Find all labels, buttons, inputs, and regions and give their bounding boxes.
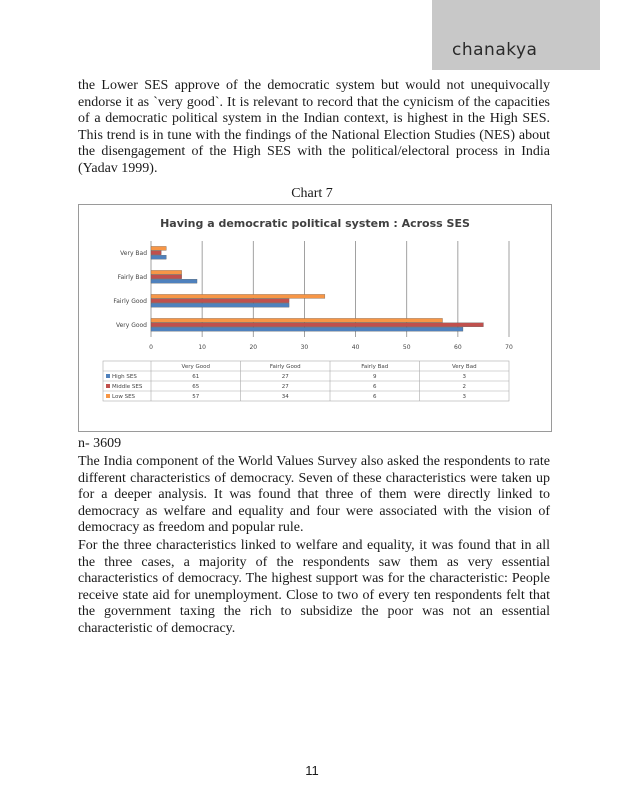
table-value-cell: 27	[281, 384, 289, 390]
legend-swatch	[106, 374, 110, 378]
legend-series-name: High SES	[112, 374, 137, 380]
bar	[151, 275, 182, 279]
bar	[151, 323, 483, 327]
bar	[151, 251, 161, 255]
paragraph-2: The India component of the World Values Survey also asked the respondents to rate different characteristics of democracy. Seven of these characteristics were taken up for a deeper analysis. It was found that three of them were directly linked to democracy as welfare and equality and four were associated with the vision of democracy as freedom and popular rule.	[78, 454, 550, 536]
paragraph-3: For the three characteristics linked to welfare and equality, it was found that in all the three cases, a majority of the respondents saw them as very essential characteristics of democracy. The highest support was for the characteristic: People receive state aid for unemployment. Close to two of every ten respondents felt that the government taxing the rich to subsidize the poor was not an essential characteristic of democracy.	[78, 538, 550, 636]
x-tick-label: 50	[402, 344, 411, 351]
y-category-label: Very Bad	[120, 250, 147, 257]
table-header-cell: Fairly Bad	[361, 364, 389, 370]
table-header-cell: Fairly Good	[269, 364, 301, 370]
bar	[151, 270, 182, 274]
page-number: 11	[305, 763, 319, 778]
legend-swatch	[106, 384, 110, 388]
brand-logo: chanakya	[452, 40, 538, 60]
x-tick-label: 70	[505, 344, 513, 351]
x-tick-label: 20	[249, 344, 258, 351]
table-value-cell: 27	[281, 374, 289, 380]
legend-series-name: Low SES	[112, 394, 136, 400]
bar	[151, 294, 325, 298]
table-value-cell: 34	[281, 394, 289, 400]
bar-chart	[79, 205, 551, 431]
bar	[151, 279, 197, 283]
legend-series-name: Middle SES	[112, 384, 143, 390]
table-value-cell: 3	[462, 394, 466, 400]
bar	[151, 327, 463, 331]
bar	[151, 255, 166, 259]
chart-title: Having a democratic political system : Across SES	[160, 217, 470, 230]
y-category-label: Fairly Bad	[117, 274, 147, 281]
table-value-cell: 65	[192, 384, 200, 390]
bar	[151, 246, 166, 250]
sample-size: n- 3609	[78, 436, 122, 451]
y-category-label: Very Good	[115, 322, 147, 329]
table-header-cell: Very Good	[181, 364, 210, 370]
table-value-cell: 61	[192, 374, 200, 380]
legend-swatch	[106, 394, 110, 398]
table-value-cell: 6	[373, 394, 377, 400]
chart-caption: Chart 7	[291, 186, 333, 201]
table-value-cell: 57	[192, 394, 200, 400]
x-tick-label: 30	[300, 344, 309, 351]
table-value-cell: 6	[373, 384, 377, 390]
paragraph-1: the Lower SES approve of the democratic system but would not unequivocally endorse it as `very good`. It is relevant to record that the cynicism of the capacities of a democratic political system in the Indian context, is highest in the High SES. This trend is in tune with the findings of the National Election Studies (NES) about the disengagement of the High SES with the political/electoral process in India (Yadav 1999).	[78, 78, 550, 176]
x-tick-label: 40	[351, 344, 360, 351]
x-tick-label: 60	[454, 344, 462, 351]
bar	[151, 303, 289, 307]
bar	[151, 299, 289, 303]
x-tick-label: 10	[198, 344, 206, 351]
table-header-cell: Very Bad	[451, 364, 477, 370]
table-value-cell: 2	[462, 384, 466, 390]
table-value-cell: 9	[373, 374, 377, 380]
chart-frame	[78, 204, 552, 432]
bar	[151, 318, 443, 322]
x-tick-label: 0	[149, 344, 153, 351]
table-value-cell: 3	[462, 374, 466, 380]
y-category-label: Fairly Good	[113, 298, 147, 305]
